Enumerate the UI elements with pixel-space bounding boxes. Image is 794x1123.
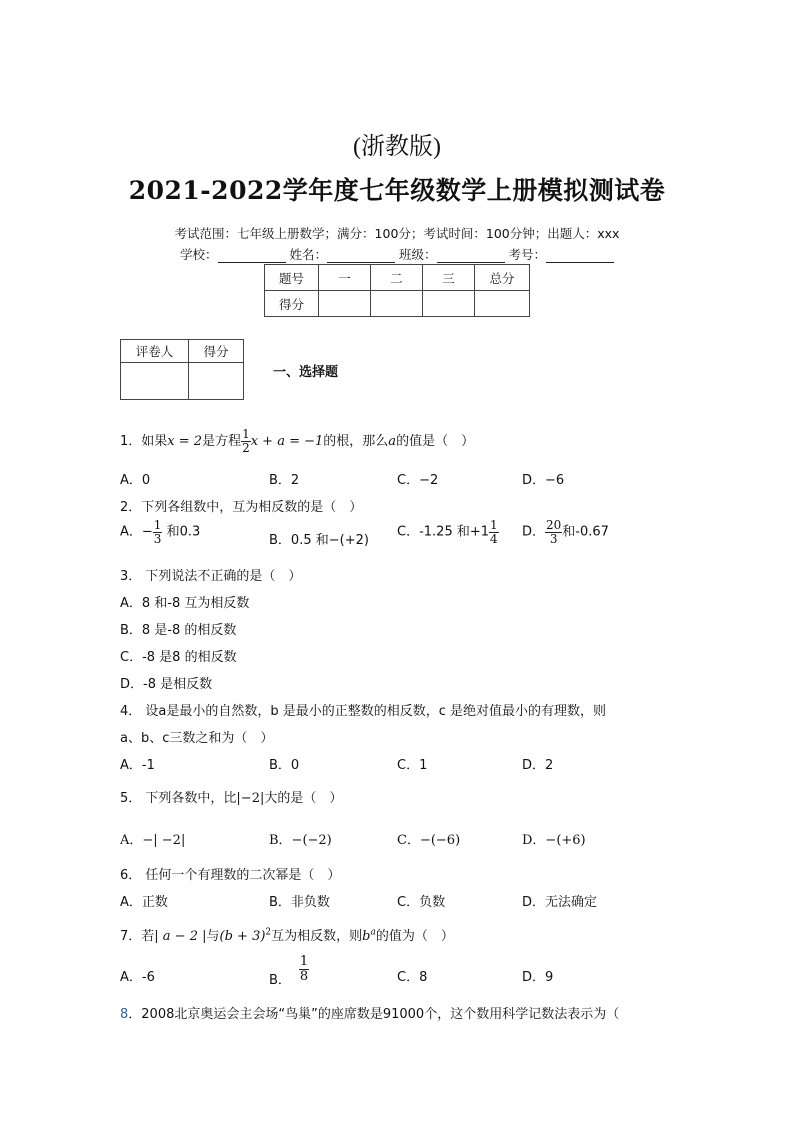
- question-text: 下列说法不正确的是（ ）: [141, 569, 302, 584]
- option-a[interactable]: A．−| −2|: [120, 833, 186, 848]
- option-d[interactable]: D．−(+6): [522, 833, 586, 848]
- score-cell[interactable]: [371, 291, 423, 317]
- score-cell[interactable]: [319, 291, 371, 317]
- exam-info-line: 考试范围：七年级上册数学；满分：100分；考试时间：100分钟；出题人：xxx: [174, 226, 620, 241]
- score-header-cell: 总分: [475, 265, 530, 291]
- grader-header-cell: 评卷人: [121, 340, 189, 363]
- question-3: [120, 565, 301, 584]
- question-number: 1．: [120, 434, 142, 449]
- class-blank[interactable]: [437, 249, 505, 263]
- exam-no-blank[interactable]: [546, 249, 614, 263]
- score-header-cell: 二: [371, 265, 423, 291]
- option-c[interactable]: C．-1.25 和+1 $\frac{1}{4}$: [397, 518, 498, 546]
- math-expr: x + a = −1: [250, 434, 324, 449]
- question-number: 2．: [120, 500, 142, 515]
- score-header-cell: 三: [423, 265, 475, 291]
- question-4-line2: a、b、c三数之和为（ ）: [120, 731, 274, 746]
- question-text: 下列各数中，比: [141, 791, 237, 806]
- option-a[interactable]: A．-6: [120, 970, 155, 985]
- question-text: 下列各组数中，互为相反数的是（ ）: [141, 500, 363, 515]
- edition-label: (浙教版): [353, 134, 441, 160]
- option-a[interactable]: A．− $\frac{1}{3}$ 和0.3: [120, 518, 201, 546]
- score-cell[interactable]: [423, 291, 475, 317]
- option-b[interactable]: B．0.5 和−(+2): [269, 533, 369, 548]
- option-a[interactable]: A．-1: [120, 758, 155, 773]
- option-d[interactable]: D．2: [522, 758, 554, 773]
- question-7: [120, 925, 454, 944]
- question-number: 6．: [120, 868, 142, 883]
- grader-header-cell: 得分: [189, 340, 244, 363]
- name-blank[interactable]: [327, 249, 395, 263]
- question-number: 8: [120, 1007, 129, 1022]
- question-text: 与: [206, 929, 220, 944]
- math-var: a: [388, 434, 397, 449]
- option-c[interactable]: C．−2: [397, 473, 439, 488]
- question-text: 是方程: [202, 434, 242, 449]
- question-6: [120, 864, 340, 883]
- option-b[interactable]: B．0: [269, 758, 300, 773]
- question-number: 3．: [120, 569, 142, 584]
- question-text: 互为相反数，则: [271, 929, 363, 944]
- option-d[interactable]: D．-8 是相反数: [120, 677, 213, 692]
- score-header-cell: 一: [319, 265, 371, 291]
- option-b[interactable]: B． $\frac{1}{8}$: [269, 954, 309, 988]
- math-expr: b: [362, 929, 371, 944]
- math-expr: (b + 3): [219, 929, 266, 944]
- score-cell[interactable]: [475, 291, 530, 317]
- option-d[interactable]: D．−6: [522, 473, 565, 488]
- math-exponent: a: [370, 927, 376, 938]
- section-title: 一、选择题: [273, 365, 339, 380]
- school-label: 学校：: [179, 247, 218, 262]
- option-d[interactable]: D．9: [522, 970, 554, 985]
- score-table: [264, 264, 530, 317]
- question-number: 4．: [120, 704, 142, 719]
- option-c[interactable]: C．−(−6): [397, 833, 461, 848]
- score-header-cell: 题号: [265, 265, 319, 291]
- question-5: [120, 787, 342, 806]
- score-row-label: 得分: [265, 291, 319, 317]
- student-info-line: [0, 245, 794, 263]
- grader-cell[interactable]: [189, 363, 244, 400]
- question-text: 大的是（ ）: [264, 791, 343, 806]
- question-text: 任何一个有理数的二次幂是（ ）: [141, 868, 341, 883]
- school-blank[interactable]: [218, 249, 286, 263]
- option-c[interactable]: C．-8 是8 的相反数: [120, 650, 237, 665]
- option-b[interactable]: B．非负数: [269, 895, 330, 910]
- exam-no-label: 考号：: [508, 247, 546, 262]
- question-2: [120, 496, 362, 515]
- option-c[interactable]: C．1: [397, 758, 428, 773]
- grader-cell[interactable]: [121, 363, 189, 400]
- exam-title: 2021-2022学年度七年级数学上册模拟测试卷: [128, 176, 666, 205]
- question-text: 的值是（ ）: [396, 434, 475, 449]
- name-label: 姓名：: [289, 247, 327, 262]
- class-label: 班级：: [398, 247, 437, 262]
- question-text: 的根，那么: [323, 434, 389, 449]
- grader-table: [120, 339, 244, 400]
- option-d[interactable]: D．无法确定: [522, 895, 598, 910]
- option-b[interactable]: B．8 是-8 的相反数: [120, 623, 237, 638]
- math-expr: | a − 2 |: [154, 929, 207, 944]
- question-text: 如果: [141, 434, 168, 449]
- option-a[interactable]: A．正数: [120, 895, 168, 910]
- question-number: 5．: [120, 791, 142, 806]
- question-text: ．2008北京奥运会主会场“鸟巢”的座席数是91000个，这个数用科学记数法表示为（: [128, 1007, 620, 1022]
- question-text: 的值为（ ）: [375, 929, 454, 944]
- fraction: $\frac{1}{2}$: [242, 427, 250, 455]
- option-a[interactable]: A．0: [120, 473, 151, 488]
- option-d[interactable]: D． $\frac{20}{3}$ 和-0.67: [522, 518, 609, 546]
- question-4: [120, 700, 606, 719]
- question-text: 若: [141, 929, 155, 944]
- option-b[interactable]: B．−(−2): [269, 833, 332, 848]
- math-exponent: 2: [265, 927, 272, 938]
- question-text: 设a是最小的自然数，b 是最小的正整数的相反数，c 是绝对值最小的有理数，则: [141, 704, 607, 719]
- option-c[interactable]: C．负数: [397, 895, 446, 910]
- question-1: [120, 427, 474, 457]
- math-expr: |−2|: [236, 791, 265, 806]
- math-expr: x = 2: [167, 434, 203, 449]
- question-8: [120, 1003, 619, 1022]
- option-b[interactable]: B．2: [269, 473, 300, 488]
- option-c[interactable]: C．8: [397, 970, 428, 985]
- option-a[interactable]: A．8 和-8 互为相反数: [120, 596, 250, 611]
- question-number: 7．: [120, 929, 142, 944]
